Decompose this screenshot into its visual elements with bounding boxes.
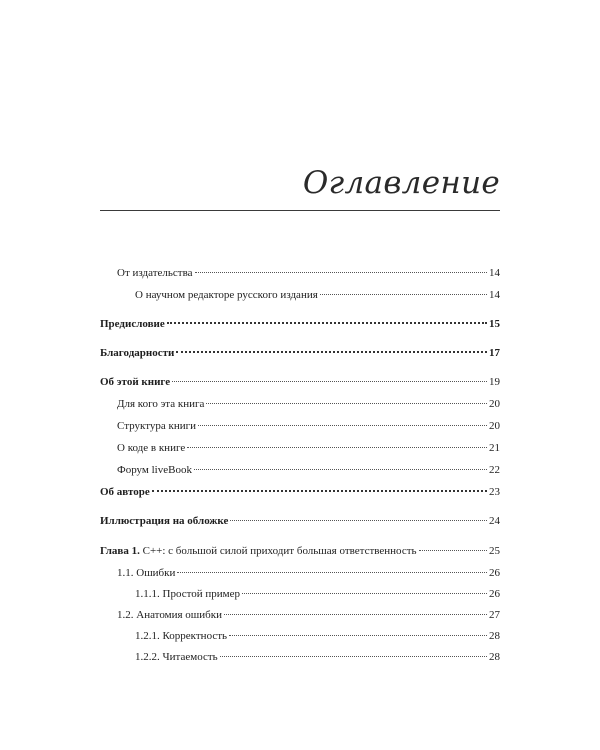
dot-leader xyxy=(320,294,487,295)
table-of-contents xyxy=(100,0,500,750)
toc-entry-chapter-1[interactable] xyxy=(100,543,500,559)
toc-entry-page: 15 xyxy=(489,318,500,330)
toc-entry-page: 20 xyxy=(489,398,500,410)
toc-entry-1-1[interactable] xyxy=(100,565,500,581)
toc-entry-label: Форум liveBook xyxy=(117,464,192,476)
dot-leader xyxy=(198,425,487,426)
toc-entry-page: 27 xyxy=(489,609,500,621)
toc-entry-page: 26 xyxy=(489,588,500,600)
toc-entry-science-editor[interactable] xyxy=(100,287,500,303)
dot-leader xyxy=(242,593,487,594)
toc-entry-label: 1.1. Ошибки xyxy=(117,567,176,579)
dot-leader xyxy=(167,322,487,324)
toc-entry-label: 1.2.1. Корректность xyxy=(135,630,228,642)
toc-entry-page: 20 xyxy=(489,420,500,432)
toc-entry-label: Об авторе xyxy=(100,486,150,498)
dot-leader xyxy=(172,381,487,382)
toc-entry-about-author[interactable] xyxy=(100,484,500,500)
toc-entry-page: 25 xyxy=(489,545,500,557)
toc-entry-page: 23 xyxy=(489,486,500,498)
toc-entry-1-2[interactable] xyxy=(100,607,500,623)
toc-entry-label: Об этой книге xyxy=(100,376,171,388)
dot-leader xyxy=(206,403,487,404)
toc-entry-forum[interactable] xyxy=(100,462,500,478)
toc-entry-page: 17 xyxy=(489,347,500,359)
toc-entry-1-1-1[interactable] xyxy=(100,586,500,602)
toc-entry-page: 19 xyxy=(489,376,500,388)
toc-entry-label: 1.1.1. Простой пример xyxy=(135,588,241,600)
toc-entry-page: 21 xyxy=(489,442,500,454)
page-title: Оглавление xyxy=(302,165,500,201)
toc-entry-1-2-2[interactable] xyxy=(100,649,500,665)
toc-entry-page: 22 xyxy=(489,464,500,476)
dot-leader xyxy=(230,520,487,521)
toc-entry-1-2-1[interactable] xyxy=(100,628,500,644)
toc-entry-label: Для кого эта книга xyxy=(117,398,205,410)
toc-entry-page: 14 xyxy=(489,267,500,279)
dot-leader xyxy=(177,572,487,573)
chapter-title: С++: с большой силой приходит большая ответственность xyxy=(139,545,417,557)
dot-leader xyxy=(187,447,487,448)
toc-entry-from-publisher[interactable] xyxy=(100,265,500,281)
dot-leader xyxy=(152,490,487,492)
dot-leader xyxy=(224,614,487,615)
dot-leader xyxy=(195,272,487,273)
toc-entry-about-book[interactable] xyxy=(100,374,500,390)
toc-entry-label: Структура книги xyxy=(117,420,196,432)
toc-entry-label: О коде в книге xyxy=(117,442,186,454)
toc-entry-structure[interactable] xyxy=(100,418,500,434)
toc-entry-label xyxy=(100,543,417,559)
toc-entry-preface[interactable] xyxy=(100,316,500,332)
toc-entry-label: 1.2.2. Читаемость xyxy=(135,651,218,663)
dot-leader xyxy=(194,469,487,470)
toc-entry-label: Предисловие xyxy=(100,318,165,330)
toc-entry-acknowledgements[interactable] xyxy=(100,345,500,361)
toc-entry-label: О научном редакторе русского издания xyxy=(135,289,318,301)
toc-entry-cover-illustration[interactable] xyxy=(100,513,500,529)
toc-entry-page: 28 xyxy=(489,630,500,642)
toc-entry-code[interactable] xyxy=(100,440,500,456)
toc-entry-page: 28 xyxy=(489,651,500,663)
dot-leader xyxy=(419,550,487,551)
toc-entry-audience[interactable] xyxy=(100,396,500,412)
dot-leader xyxy=(229,635,487,636)
dot-leader xyxy=(220,656,487,657)
toc-entry-label: Иллюстрация на обложке xyxy=(100,515,229,527)
toc-entry-page: 14 xyxy=(489,289,500,301)
toc-entry-label: Благодарности xyxy=(100,347,175,359)
chapter-prefix: Глава 1. xyxy=(100,545,140,557)
toc-entry-page: 26 xyxy=(489,567,500,579)
dot-leader xyxy=(176,351,487,353)
toc-entry-page: 24 xyxy=(489,515,500,527)
toc-entry-label: 1.2. Анатомия ошибки xyxy=(117,609,222,621)
toc-entry-label: От издательства xyxy=(117,267,193,279)
